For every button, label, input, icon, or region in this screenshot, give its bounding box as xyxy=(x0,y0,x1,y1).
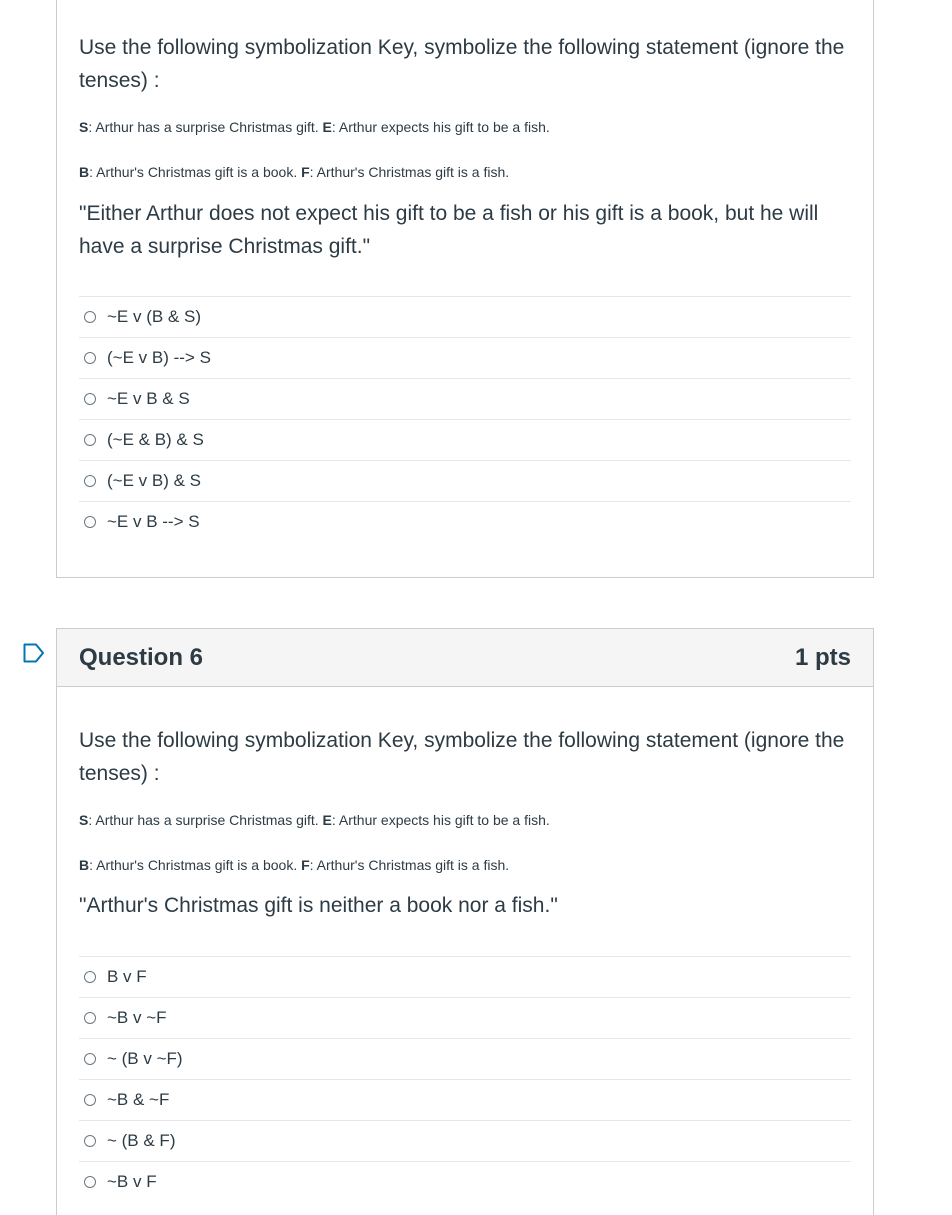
radio-button[interactable] xyxy=(84,516,96,528)
key-definition: : Arthur expects his gift to be a fish. xyxy=(331,119,550,135)
answer-option[interactable] xyxy=(79,296,851,337)
radio-button[interactable] xyxy=(84,311,96,323)
question-statement: "Either Arthur does not expect his gift to be a fish or his gift is a book, but he will have a surprise Christmas gift." xyxy=(79,202,819,258)
key-definition: : Arthur's Christmas gift is a book. xyxy=(89,164,302,180)
symbolization-key-line-1 xyxy=(79,812,851,828)
key-letter: B xyxy=(79,857,90,873)
key-definition: : Arthur expects his gift to be a fish. xyxy=(331,812,550,828)
key-letter: S xyxy=(79,812,89,828)
answer-option[interactable] xyxy=(79,1120,851,1161)
key-letter: B xyxy=(79,164,90,180)
key-letter: E xyxy=(322,119,332,135)
key-definition: : Arthur has a surprise Christmas gift. xyxy=(88,812,323,828)
question-6-body xyxy=(57,724,873,1202)
answer-label: ~E v (B & S) xyxy=(107,307,201,326)
radio-button[interactable] xyxy=(84,352,96,364)
answer-label: (~E v B) & S xyxy=(107,471,201,490)
answer-label: (~E & B) & S xyxy=(107,430,204,449)
answer-option[interactable] xyxy=(79,997,851,1038)
answer-label: ~B v ~F xyxy=(107,1008,167,1027)
key-letter: F xyxy=(301,857,310,873)
question-prompt: Use the following symbolization Key, symbolize the following statement (ignore the tenses) : xyxy=(79,36,845,92)
radio-button[interactable] xyxy=(84,1012,96,1024)
key-letter: F xyxy=(301,164,310,180)
radio-button[interactable] xyxy=(84,393,96,405)
key-definition: : Arthur's Christmas gift is a fish. xyxy=(309,164,510,180)
answer-label: ~ (B & F) xyxy=(107,1131,176,1150)
symbolization-key-line-1 xyxy=(79,119,851,135)
question-title: Question 6 xyxy=(79,643,204,671)
radio-button[interactable] xyxy=(84,434,96,446)
answer-option[interactable] xyxy=(79,1038,851,1079)
answer-option[interactable] xyxy=(79,1161,851,1202)
answer-option[interactable] xyxy=(79,460,851,501)
question-points: 1 pts xyxy=(794,643,851,671)
symbolization-key-line-2 xyxy=(79,857,851,873)
answer-label: B v F xyxy=(107,967,147,986)
question-5-card xyxy=(56,0,874,578)
symbolization-key-line-2 xyxy=(79,164,851,180)
radio-button[interactable] xyxy=(84,475,96,487)
key-definition: : Arthur has a surprise Christmas gift. xyxy=(88,119,323,135)
key-letter: S xyxy=(79,119,89,135)
answer-label: ~B v F xyxy=(107,1172,157,1191)
question-header xyxy=(57,629,873,687)
question-prompt: Use the following symbolization Key, symbolize the following statement (ignore the tenses) : xyxy=(79,729,845,785)
radio-button[interactable] xyxy=(84,971,96,983)
answer-label: ~E v B --> S xyxy=(107,512,200,531)
answer-option[interactable] xyxy=(79,501,851,542)
key-definition: : Arthur's Christmas gift is a fish. xyxy=(309,857,510,873)
answer-option[interactable] xyxy=(79,956,851,997)
answer-option[interactable] xyxy=(79,337,851,378)
answer-option[interactable] xyxy=(79,419,851,460)
flag-question-icon[interactable] xyxy=(23,643,45,663)
question-6-card xyxy=(56,628,874,1215)
answer-list xyxy=(79,296,851,542)
answer-label: (~E v B) --> S xyxy=(107,348,211,367)
answer-list xyxy=(79,956,851,1202)
question-statement: "Arthur's Christmas gift is neither a book nor a fish." xyxy=(79,894,558,917)
question-5-body xyxy=(57,31,873,542)
radio-button[interactable] xyxy=(84,1053,96,1065)
answer-label: ~B & ~F xyxy=(107,1090,170,1109)
answer-option[interactable] xyxy=(79,1079,851,1120)
answer-label: ~ (B v ~F) xyxy=(107,1049,183,1068)
answer-option[interactable] xyxy=(79,378,851,419)
radio-button[interactable] xyxy=(84,1094,96,1106)
radio-button[interactable] xyxy=(84,1176,96,1188)
radio-button[interactable] xyxy=(84,1135,96,1147)
key-letter: E xyxy=(322,812,332,828)
answer-label: ~E v B & S xyxy=(107,389,190,408)
key-definition: : Arthur's Christmas gift is a book. xyxy=(89,857,302,873)
